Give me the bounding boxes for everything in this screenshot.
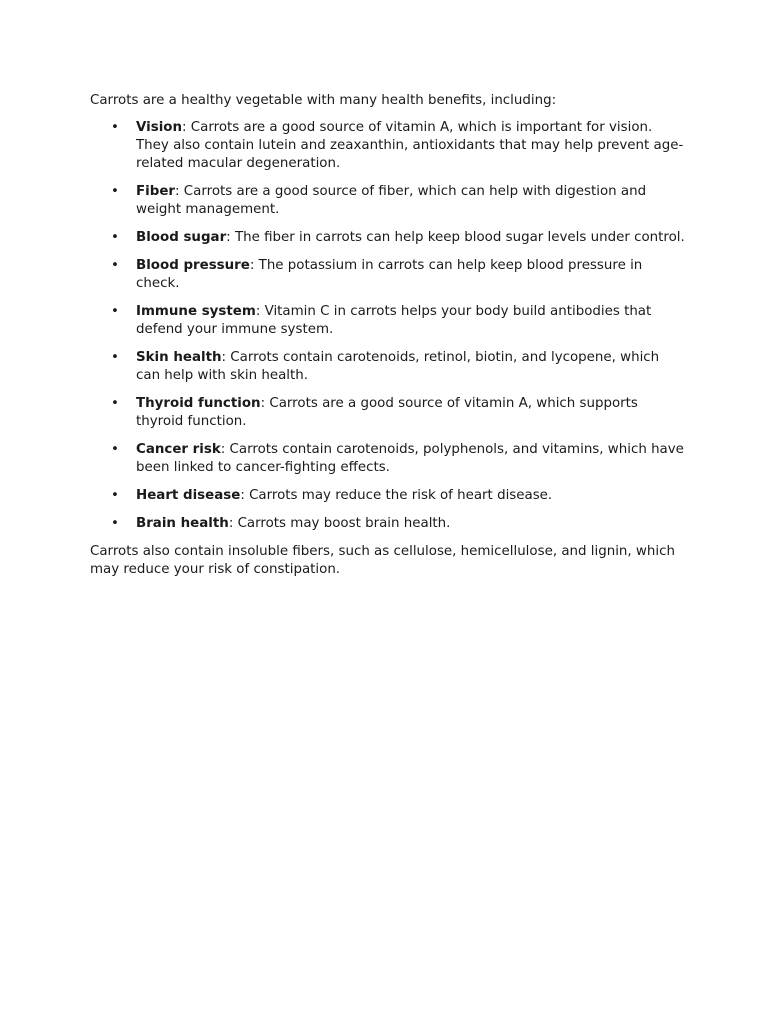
benefit-description: : The fiber in carrots can help keep blood sugar levels under control. — [226, 230, 685, 245]
benefit-description: : The potassium in carrots can help keep blood pressure in check. — [136, 258, 643, 291]
benefit-description: : Carrots are a good source of vitamin A, which supports thyroid function. — [136, 396, 638, 429]
benefit-description: : Carrots are a good source of fiber, which can help with digestion and weight management. — [136, 184, 647, 217]
bullet-icon: • — [111, 184, 119, 199]
benefit-description: : Carrots contain carotenoids, retinol, biotin, and lycopene, which can help with skin health. — [136, 350, 660, 383]
benefit-term: Brain health — [136, 516, 229, 531]
document-page — [90, 92, 690, 579]
benefit-term: Heart disease — [136, 488, 241, 503]
benefit-term: Skin health — [136, 350, 222, 365]
bullet-icon: • — [111, 442, 119, 457]
benefit-description: : Vitamin C in carrots helps your body build antibodies that defend your immune system. — [136, 304, 652, 337]
benefit-term: Blood sugar — [136, 230, 227, 245]
list-item — [90, 303, 690, 339]
benefit-term: Fiber — [136, 184, 176, 199]
benefit-description: : Carrots may reduce the risk of heart disease. — [240, 488, 553, 503]
bullet-icon: • — [111, 488, 119, 503]
benefit-term: Vision — [136, 120, 183, 135]
outro-paragraph: Carrots also contain insoluble fibers, such as cellulose, hemicellulose, and lignin, which may reduce your risk of constipation. — [90, 544, 675, 577]
list-item — [90, 119, 690, 173]
bullet-icon: • — [111, 304, 119, 319]
list-item — [90, 515, 690, 533]
benefits-list — [90, 119, 690, 533]
benefit-description: : Carrots are a good source of vitamin A, which is important for vision. They also contain lutein and zeaxanthin, antioxidants that may help prevent age-related macular degeneration. — [136, 120, 684, 171]
benefit-description: : Carrots contain carotenoids, polyphenols, and vitamins, which have been linked to cancer-fighting effects. — [136, 442, 684, 475]
list-item — [90, 183, 690, 219]
intro-paragraph: Carrots are a healthy vegetable with many health benefits, including: — [90, 93, 557, 108]
list-item — [90, 349, 690, 385]
benefit-term: Cancer risk — [136, 442, 221, 457]
bullet-icon: • — [111, 516, 119, 531]
bullet-icon: • — [111, 258, 119, 273]
list-item — [90, 229, 690, 247]
bullet-icon: • — [111, 396, 119, 411]
list-item — [90, 257, 690, 293]
bullet-icon: • — [111, 350, 119, 365]
benefit-term: Blood pressure — [136, 258, 250, 273]
bullet-icon: • — [111, 120, 119, 135]
list-item — [90, 395, 690, 431]
bullet-icon: • — [111, 230, 119, 245]
benefit-description: : Carrots may boost brain health. — [228, 516, 451, 531]
benefit-term: Thyroid function — [136, 396, 261, 411]
benefit-term: Immune system — [136, 304, 256, 319]
list-item — [90, 441, 690, 477]
list-item — [90, 487, 690, 505]
